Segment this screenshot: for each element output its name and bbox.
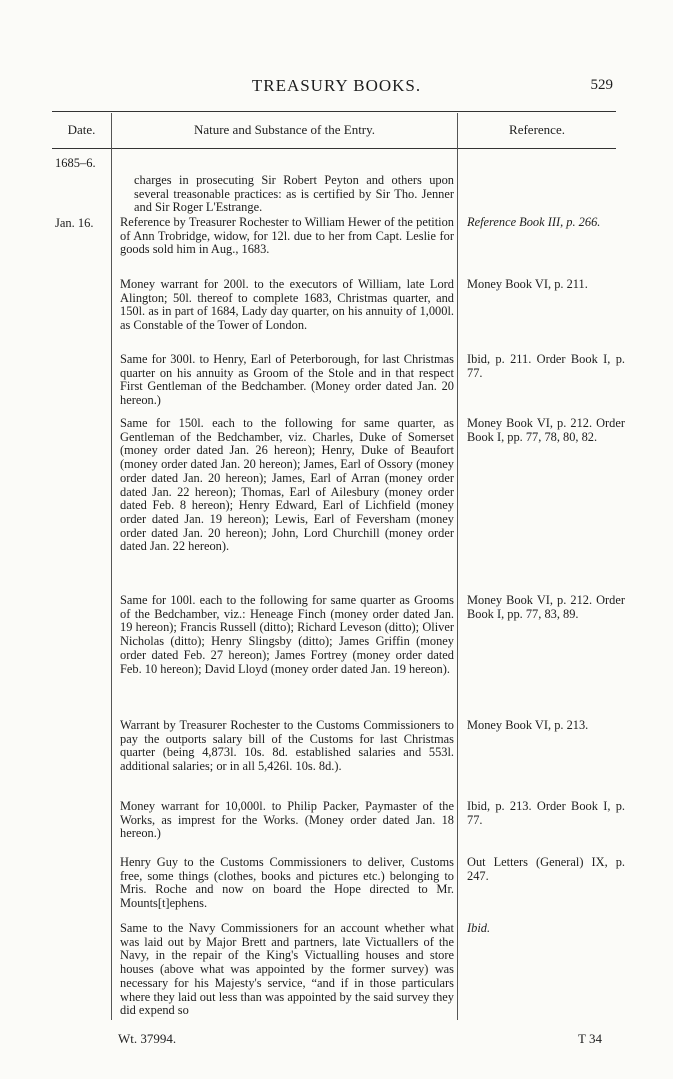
entry-text: Same for 100l. each to the following for same quarter as Grooms of the Bedchamber, viz.: Heneage Finch (money order dated Jan. 19 hereon); Francis Russell (ditto); Richard Leveson (ditto); Oliver Nicholas (ditto); Henry Slingsby (ditto); James Griffin (money order dated Feb. 27 hereon); James Fortrey (money order dated Feb. 10 hereon); David Lloyd (money order dated Jan. 19 hereon). [120,593,454,676]
entry-reference: Reference Book III, p. 266. [467,215,601,229]
running-head [0,76,673,98]
running-title: TREASURY BOOKS. [251,76,422,95]
column-header-reference: Reference. [509,122,565,137]
entry-date: 1685–6. [55,156,96,170]
entry-text: Reference by Treasurer Rochester to William Hewer of the petition of Ann Trobridge, widow, for 12l. due to her from Capt. Leslie for goods sold him in Aug., 1683. [120,215,454,257]
entry-reference: Ibid, p. 211. Order Book I, p. 77. [467,352,625,380]
page-number: 529 [590,77,613,93]
entry-reference: Money Book VI, p. 213. [467,718,589,732]
entry-text: charges in prosecuting Sir Robert Peyton and others upon several treasonable practices: as is certified by Sir Tho. Jenner and Sir Roger L'Estrange. [134,173,454,215]
entry-reference: Ibid. [467,921,491,935]
entry-text: Warrant by Treasurer Rochester to the Customs Commissioners to pay the outports salary bill of the Customs for last Christmas quarter (being 4,873l. 10s. 8d. established salaries and 553l. additional salaries; or in all 5,426l. 10s. 8d.). [120,718,454,774]
entry-text: Money warrant for 200l. to the executors of William, late Lord Alington; 50l. thereof to complete 1683, Christmas quarter, and 150l. as in part of 1684, Lady day quarter, on his annuity of 1,000l. as Constable of the Tower of London. [120,277,454,333]
table-header-rule [52,148,616,149]
entry-text: Money warrant for 10,000l. to Philip Packer, Paymaster of the Works, as imprest for the Works. (Money order dated Jan. 18 hereon.) [120,799,454,841]
column-divider-date [111,113,112,1020]
column-header-nature: Nature and Substance of the Entry. [193,122,376,137]
entry-reference: Ibid, p. 213. Order Book I, p. 77. [467,799,625,827]
footer-print-code: Wt. 37994. [118,1031,177,1046]
entry-text: Henry Guy to the Customs Commissioners to deliver, Customs free, some things (clothes, books and pictures etc.) belonging to Mris. Roche and now on board the Hope directed to Mr. Mounts[t]ephens. [120,855,454,911]
column-header-date: Date. [67,122,96,137]
entry-text: Same for 300l. to Henry, Earl of Peterborough, for last Christmas quarter on his annuity as Groom of the Stole and in that respect First Gentleman of the Bedchamber. (Money order dated Jan. 20 hereon.) [120,352,454,408]
entry-reference: Money Book VI, p. 211. [467,277,588,291]
table-top-rule [52,111,616,112]
entry-text: Same to the Navy Commissioners for an account whether what was laid out by Major Brett and partners, late Victuallers of the Navy, in the repair of the King's Victualling houses and store houses (above what was appointed by the former survey) was necessary for his Majesty's service, “and if in those particulars where they laid out less than was appointed by the said survey they did expend so [120,921,454,1018]
entry-reference: Money Book VI, p. 212. Order Book I, pp. 77, 83, 89. [467,593,625,621]
footer-signature: T 34 [578,1031,602,1046]
entry-date: Jan. 16. [55,216,94,230]
entry-reference: Money Book VI, p. 212. Order Book I, pp. 77, 78, 80, 82. [467,416,625,444]
entry-text: Same for 150l. each to the following for same quarter, as Gentleman of the Bedchamber, viz. Charles, Duke of Somerset (money order dated Jan. 26 hereon); Henry, Duke of Beaufort (money order dated Jan. 20 hereon); James, Earl of Ossory (money order dated Jan. 20 hereon); James, Earl of Arran (money order dated Jan. 22 hereon); Thomas, Earl of Ailesbury (money order dated Feb. 8 hereon); Henry Edward, Earl of Lichfield (money order dated Jan. 19 hereon); Lewis, Earl of Feversham (money order dated Jan. 20 hereon); John, Lord Churchill (money order dated Jan. 22 hereon). [120,416,454,554]
entry-reference: Out Letters (General) IX, p. 247. [467,855,625,883]
column-divider-reference [457,113,458,1020]
